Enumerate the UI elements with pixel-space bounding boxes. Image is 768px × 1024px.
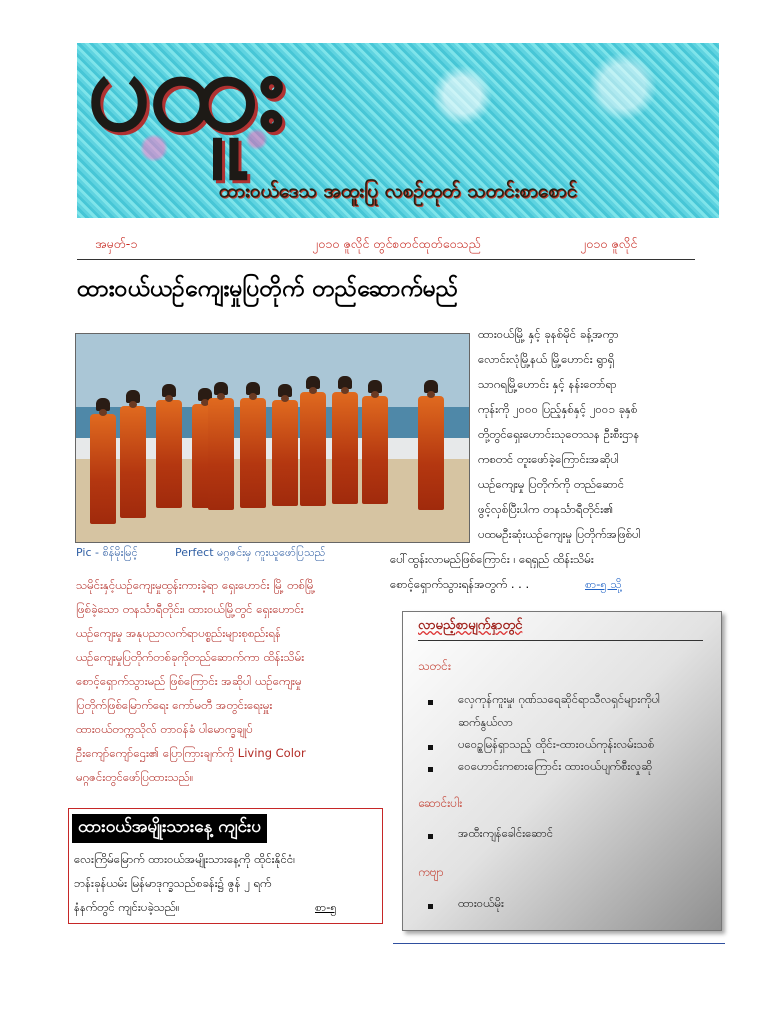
lead-story-line: ကုန်းကို ၂၀၀၀ ပြည့်နှစ်နှင့် ၂၀၀၁ ခုနှစ် [478,402,638,416]
dancer-figure [362,396,388,504]
dancer-figure [208,398,234,510]
lead-story-line: တို့တွင်ရှေးဟောင်းသုတေသန ဦးစီးဌာန [478,427,640,441]
lead-story-line: ပထမဦးဆုံးယဉ်ကျေးမှု ပြတိုက်အဖြစ်ပါ [478,527,641,541]
dancer-figure [332,392,358,504]
first-edition-note: ၂၀၁၀ ဇူလိုင် တွင်စတင်ထုတ်ဝေသည် [312,236,481,251]
lead-story-line: ထားဝယ်မြို့ နှင့် ခုနစ်မိုင် ခန့်အကွာ [478,327,619,341]
red-story-line: ယဉ်ကျေးမှု အနုပညာလက်ရာပစ္စည်းများစုစည်းရန် [76,626,281,640]
red-story-line: ယဉ်ကျေးမှုပြတိုက်တစ်ခုကိုတည်ဆောက်ကာ ထိန်းသိမ်း [76,650,305,664]
contents-item[interactable]: လှေကုန်ကူးမှု၊ ဂုဏ်သရေဆိုင်ရာသီလရှင်များကိုပါ [458,692,661,706]
national-day-line: လေးကြိမ်မြောက် ထားဝယ်အမျိုးသားနေ့ကို ထိုင်းနိုင်ငံ၊ [74,852,296,866]
lead-story-line: လောင်းလုံမြို့နယ် မြို့ဟောင်း ရွာရှိ [478,352,615,366]
photo-caption: Pic - စိန်မိုးမြင့် [76,546,138,559]
dancer-figure [120,406,146,518]
contents-item-continued[interactable]: ဆက်နွယ်လာ [458,715,513,729]
lead-story-line: ဖွင့်လှစ်ပြီးပါက တနင်္သာရီတိုင်း၏ [478,502,614,516]
photo-credit: Perfect မဂ္ဂဇင်းမှ ကူးယူဖော်ပြသည် [175,546,326,559]
red-story-line: သမိုင်းနှင့်ယဉ်ကျေးမှုထွန်းကားခဲ့ရာ ရှေးဟောင်း မြို့ တစ်မြို့ [76,578,316,592]
contents-section-articles[interactable]: ဆောင်းပါး [418,796,463,810]
contents-section-news[interactable]: သတင်း [418,659,451,673]
header-divider [77,259,695,260]
bottom-divider [393,943,725,944]
dancer-figure [240,398,266,508]
contents-item[interactable]: ထားဝယ်မိုး [458,896,504,910]
contents-title: လာမည့်စာမျက်နှာတွင် [418,618,523,633]
main-headline: ထားဝယ်ယဉ်ကျေးမှုပြတိုက် တည်ဆောက်မည် [77,276,459,302]
red-story-line: ပြတိုက်ဖြစ်မြောက်ရေး ကော်မတီ အတွင်းရေးမှူး [76,698,273,712]
bullet-icon [428,767,433,772]
newspaper-subtitle: ထားဝယ်ဒေသ အထူးပြု လစဉ်ထုတ် သတင်းစာစောင် [218,180,578,202]
national-day-title: ထားဝယ်အမျိုးသားနေ့ ကျင်းပ [72,814,267,843]
dancers-photo [75,333,470,543]
contents-section-poems[interactable]: ကဗျာ [418,865,444,879]
newspaper-title: ပထူး [87,43,284,156]
contents-divider [418,640,703,641]
bullet-icon [428,700,433,705]
contents-item[interactable]: ဝေဟောင်းကစားကြောင်း ထားဝယ်ပျက်စီးလှုဆို [458,759,653,773]
red-story-line: စောင့်ရှောက်သွားမည် ဖြစ်ကြောင်း အဆိုပါ ယဉ်ကျေးမှု [76,674,302,688]
contents-item[interactable]: ပဝေဥ္စမြန်ရှာသည့် ထိုင်း-ထားဝယ်ကုန်းလမ်းသစ် [458,737,655,751]
red-story-line: ထားဝယ်တက္ကသိုလ် တာဝန်ခံ ပါမောက္ခချုပ် [76,722,253,736]
lead-story-line: ယဉ်ကျေးမှု ပြတိုက်ကို တည်ဆောင် [478,477,625,491]
masthead-banner [77,43,719,218]
red-story-line: မဂ္ဂဇင်းတွင်ဖော်ပြထားသည်။ [76,770,194,784]
bullet-icon [428,904,433,909]
issue-date: ၂၀၁၀ ဇူလိုင် [580,236,638,251]
dancer-figure [156,400,182,508]
lead-story-line: သာဂရမြို့ဟောင်း နှင့် နန်းတော်ရာ [478,377,617,391]
red-story-line: ဖြစ်ခဲ့သော တနင်္သာရီတိုင်း၊ ထားဝယ်မြို့တွင် ရှေးဟောင်း [76,602,304,616]
dancer-figure [272,400,298,506]
lead-story-continue-link[interactable]: စာ-၅ သို့ [585,577,622,591]
issue-number: အမှတ်-၁ [95,236,138,251]
national-day-line: ဘန်းခုန်ယမ်း မြန်မာဒုက္ခသည်စခန်း၌ ဇွန် ၂ ရက် [74,876,272,890]
national-day-line: နံနက်တွင် ကျင်းပခဲ့သည်။ [74,900,180,914]
contents-item[interactable]: အထီးကျန်ခေါင်းဆောင် [458,826,554,840]
dancer-figure [418,396,444,510]
red-story-line: ဦးကျော်ကျော်ဌေး၏ ပြောကြားချက်ကို Living Color [76,746,306,760]
lead-story-line: စောင့်ရှောက်သွားရန်အတွက် . . . [390,577,530,591]
dancer-figure [300,392,326,506]
bullet-icon [428,745,433,750]
lead-story-line: ကစတင် တူးဖော်ခဲ့ကြောင်းအဆိုပါ [478,452,619,466]
lead-story-line: ပေါ်ထွန်းလာမည်ဖြစ်ကြောင်း ၊ ရေရှည် ထိန်းသိမ်း [390,552,594,566]
national-day-continue-link[interactable]: စာ-၅ [315,900,337,914]
bullet-icon [428,834,433,839]
dancer-figure [90,414,116,524]
